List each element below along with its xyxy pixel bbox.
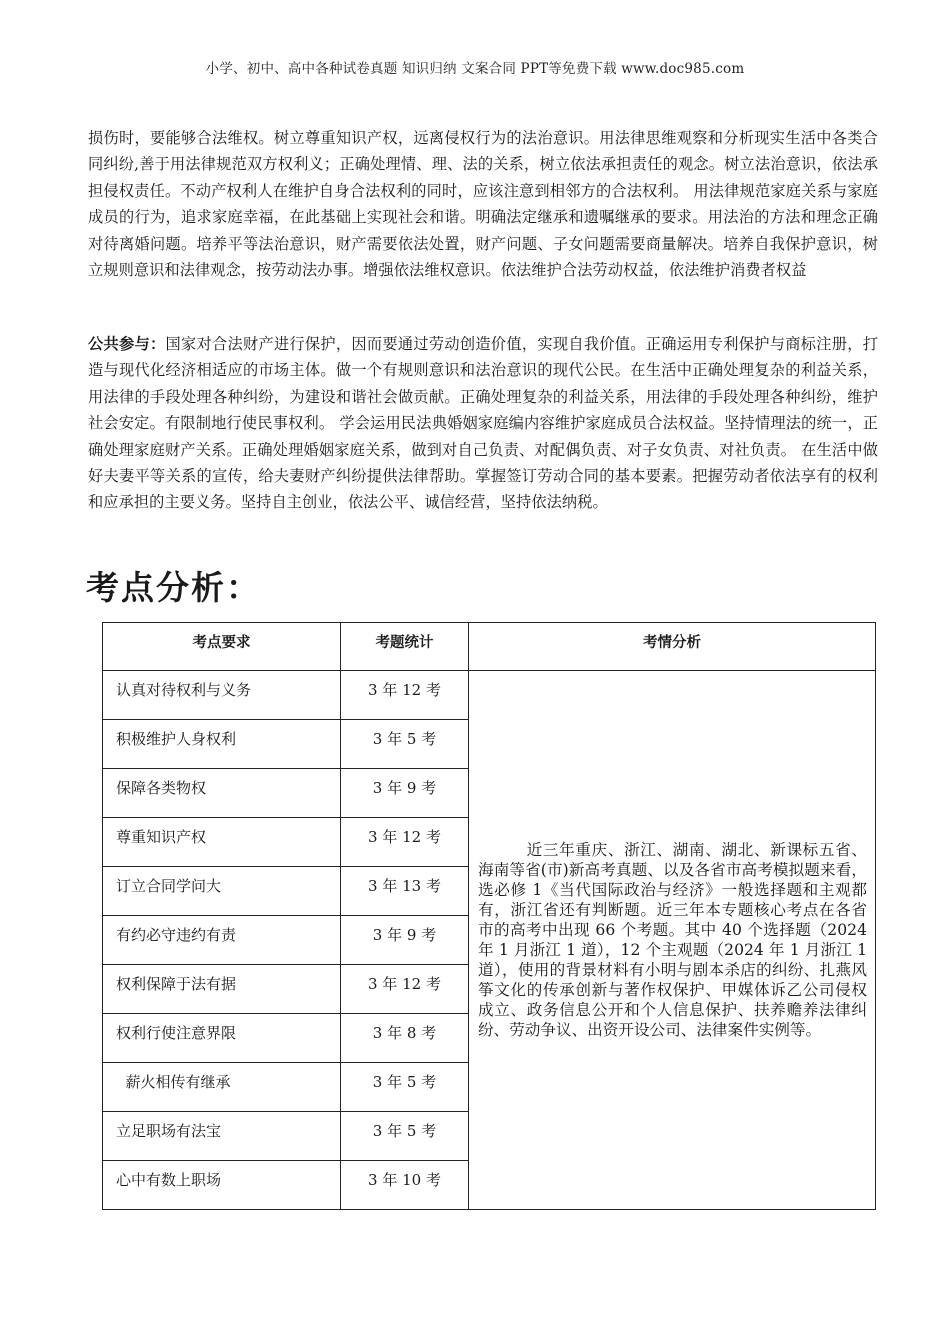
requirement-cell: 订立合同学问大 (103, 867, 341, 916)
intro-paragraph: 损伤时，要能够合法维权。树立尊重知识产权，远离侵权行为的法治意识。用法律思维观察和分析现实生活中各类合同纠纷,善于用法律规范双方权利义；正确处理情、理、法的关系，树立依法承担责任的观念。树立法治意识，依法承担侵权责任。不动产权利人在维护自身合法权利的同时，应该注意到相邻方的合法权利。 用法律规范家庭关系与家庭成员的行为，追求家庭幸福，在此基础上实现社会和谐。明确法定继承和遗嘱继承的要求。用法治的方法和理念正确对待离婚问题。培养平等法治意识，财产需要依法处置，财产问题、子女问题需要商量解决。培养自我保护意识，树立规则意识和法律观念，按劳动法办事。增强依法维权意识。依法维护合法劳动权益，依法维护消费者权益 (88, 129, 878, 280)
section-title: 考点分析： (86, 568, 261, 607)
count-cell: 3 年 10 考 (341, 1161, 469, 1210)
requirement-cell: 薪火相传有继承 (103, 1063, 341, 1112)
requirement-cell: 认真对待权利与义务 (103, 671, 341, 720)
public-participation-label: 公共参与： (88, 335, 166, 353)
page-header: 小学、初中、高中各种试卷真题 知识归纳 文案合同 PPT等免费下载 www.doc985.com (205, 61, 745, 77)
requirement-cell: 权利保障于法有据 (103, 965, 341, 1014)
requirement-cell: 保障各类物权 (103, 769, 341, 818)
exam-points-table (102, 622, 876, 1210)
count-cell: 3 年 5 考 (341, 1063, 469, 1112)
public-participation-paragraph (88, 331, 878, 516)
analysis-text: 近三年重庆、浙江、湖南、湖北、新课标五省、海南等省(市)新高考真题、以及各省市高考模拟题来看，选必修 1《当代国际政治与经济》一般选择题和主观都有，浙江省还有判断题。近三年本专题核心考点在各省市的高考中出现 66 个考题。其中 40 个选择题（2024 年 1 月浙江 1 道），12 个主观题（2024 年 1 月浙江 1 道），使用的背景材料有小明与剧本杀店的纠纷、扎燕风筝文化的传承创新与著作权保护、甲媒体诉乙公司侵权成立、政务信息公开和个人信息保护、扶养赡养法律纠纷、劳动争议、出资开设公司、法律案件实例等。 (478, 841, 867, 1039)
requirement-cell: 尊重知识产权 (103, 818, 341, 867)
public-participation-text: 国家对合法财产进行保护，因而要通过劳动创造价值，实现自我价值。正确运用专利保护与商标注册，打造与现代化经济相适应的市场主体。做一个有规则意识和法治意识的现代公民。在生活中正确处理复杂的利益关系，用法律的手段处理各种纠纷，为建设和谐社会做贡献。正确处理复杂的利益关系，用法律的手段处理各种纠纷，维护社会安定。有限制地行使民事权利。 学会运用民法典婚姻家庭编内容维护家庭成员合法权益。坚持情理法的统一，正确处理家庭财产关系。正确处理婚姻家庭关系，做到对自己负责、对配偶负责、对子女负责、对社负责。 在生活中做好夫妻平等关系的宣传，给夫妻财产纠纷提供法律帮助。掌握签订劳动合同的基本要素。把握劳动者依法享有的权利和应承担的主要义务。坚持自主创业，依法公平、诚信经营，坚持依法纳税。 (88, 335, 879, 512)
count-cell: 3 年 9 考 (341, 769, 469, 818)
count-cell: 3 年 9 考 (341, 916, 469, 965)
table-header-row (103, 623, 876, 671)
requirement-cell: 权利行使注意界限 (103, 1014, 341, 1063)
requirement-cell: 立足职场有法宝 (103, 1112, 341, 1161)
count-cell: 3 年 12 考 (341, 965, 469, 1014)
header-analysis: 考情分析 (469, 623, 876, 671)
count-cell: 3 年 5 考 (341, 1112, 469, 1161)
count-cell: 3 年 12 考 (341, 818, 469, 867)
header-count: 考题统计 (341, 623, 469, 671)
requirement-cell: 心中有数上职场 (103, 1161, 341, 1210)
header-requirement: 考点要求 (103, 623, 341, 671)
count-cell: 3 年 5 考 (341, 720, 469, 769)
count-cell: 3 年 8 考 (341, 1014, 469, 1063)
analysis-cell (469, 671, 876, 1210)
requirement-cell: 积极维护人身权利 (103, 720, 341, 769)
table-row (103, 671, 876, 720)
count-cell: 3 年 12 考 (341, 671, 469, 720)
count-cell: 3 年 13 考 (341, 867, 469, 916)
requirement-cell: 有约必守违约有责 (103, 916, 341, 965)
